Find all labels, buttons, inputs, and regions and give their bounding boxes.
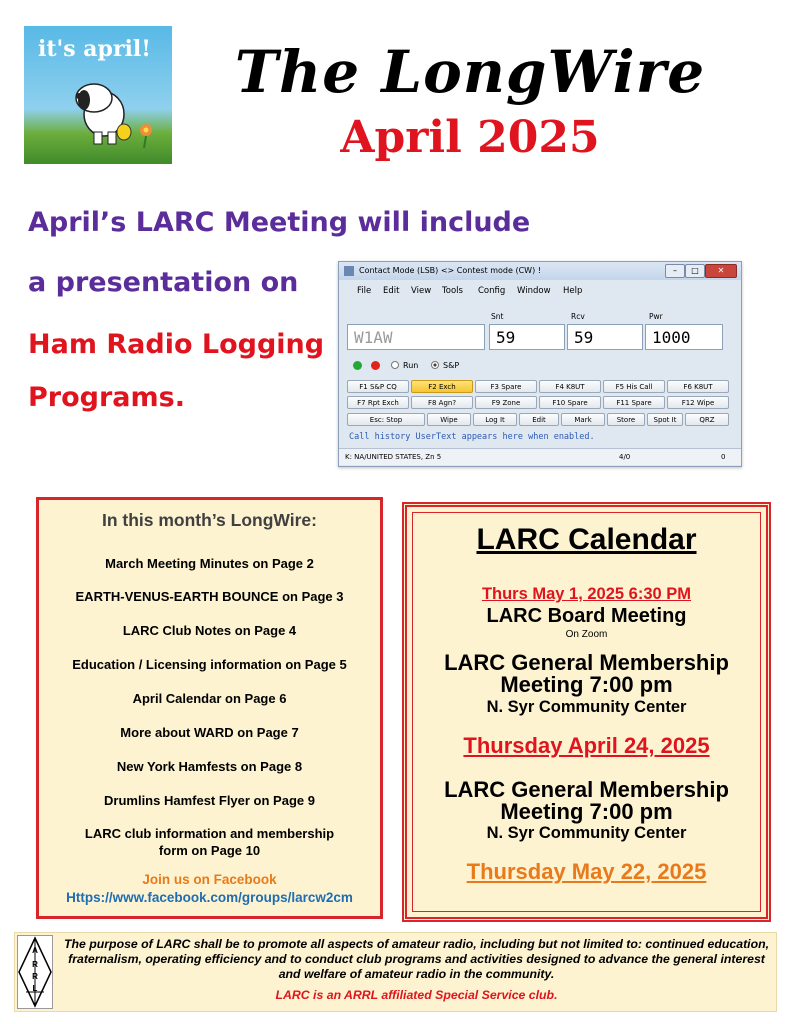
logger-title-bar xyxy=(339,262,741,280)
label-rcv: Rcv xyxy=(571,312,585,321)
snt-field: 59 xyxy=(489,324,565,350)
esc-stop-button: Esc: Stop xyxy=(347,413,425,426)
log-it-button: Log It xyxy=(473,413,517,426)
fkey-f4: F4 K8UT xyxy=(539,380,601,393)
menu-tools: Tools xyxy=(442,286,463,296)
arrl-letter: R xyxy=(32,960,38,969)
contents-item: April Calendar on Page 6 xyxy=(132,691,287,706)
run-radio-label: Run xyxy=(403,361,419,370)
status-count: 4/0 xyxy=(619,453,631,461)
event-date-3: Thursday May 22, 2025 xyxy=(466,859,707,884)
affiliation-statement: LARC is an ARRL affiliated Special Service club. xyxy=(275,988,558,1002)
rcv-field: 59 xyxy=(567,324,643,350)
logger-status-bar xyxy=(339,448,741,465)
contents-item: March Meeting Minutes on Page 2 xyxy=(105,556,314,571)
event-2-line-2: Meeting 7:00 pm xyxy=(500,672,673,697)
spot-it-button: Spot It xyxy=(647,413,683,426)
arrl-letter: L xyxy=(32,984,38,993)
edit-button: Edit xyxy=(519,413,559,426)
contents-item: Drumlins Hamfest Flyer on Page 9 xyxy=(104,793,315,808)
logger-window-title: Contact Mode (LSB) <> Contest mode (CW) ! xyxy=(359,266,541,275)
logger-screenshot xyxy=(338,261,742,467)
wipe-button: Wipe xyxy=(427,413,471,426)
contents-item: EARTH-VENUS-EARTH BOUNCE on Page 3 xyxy=(75,589,344,604)
event-2-line-1: LARC General Membership xyxy=(444,650,729,675)
label-pwr: Pwr xyxy=(649,312,663,321)
maximize-icon: □ xyxy=(685,264,705,278)
intro-line-2: a presentation on xyxy=(28,267,299,298)
red-status-icon xyxy=(371,361,380,370)
store-button: Store xyxy=(607,413,645,426)
calendar-title: LARC Calendar xyxy=(476,523,697,556)
logger-menu-bar xyxy=(339,284,741,298)
intro-line-1: April’s LARC Meeting will include xyxy=(28,207,531,238)
arrl-logo xyxy=(17,935,53,1009)
menu-help: Help xyxy=(563,286,583,296)
calendar-box xyxy=(402,502,771,922)
app-icon xyxy=(344,266,354,276)
sp-radio xyxy=(431,361,439,369)
facebook-link[interactable]: Https://www.facebook.com/groups/larcw2cm xyxy=(66,890,353,905)
call-history-text: Call history UserText appears here when enabled. xyxy=(349,432,595,442)
fkey-f11: F11 Spare xyxy=(603,396,665,409)
close-icon: ✕ xyxy=(705,264,737,278)
contents-item: form on Page 10 xyxy=(158,843,261,858)
intro-line-3: Ham Radio Logging xyxy=(28,329,325,360)
fkey-f12: F12 Wipe xyxy=(667,396,729,409)
contents-item: LARC Club Notes on Page 4 xyxy=(122,623,297,638)
fkey-f6: F6 K8UT xyxy=(667,380,729,393)
event-note-1: On Zoom xyxy=(565,629,608,640)
event-name-1: LARC Board Meeting xyxy=(486,605,687,627)
sp-radio-label: S&P xyxy=(443,361,460,370)
contents-item: LARC club information and membership xyxy=(84,826,335,841)
menu-file: File xyxy=(357,286,372,296)
fkey-f5: F5 His Call xyxy=(603,380,665,393)
run-radio xyxy=(391,361,399,369)
minimize-icon: – xyxy=(665,264,685,278)
event-date-1: Thurs May 1, 2025 6:30 PM xyxy=(481,585,692,603)
issue-date: April 2025 xyxy=(340,112,600,163)
fkey-f7: F7 Rpt Exch xyxy=(347,396,409,409)
menu-edit: Edit xyxy=(383,286,400,296)
mark-button: Mark xyxy=(561,413,605,426)
facebook-label: Join us on Facebook xyxy=(142,872,277,887)
fkey-f10: F10 Spare xyxy=(539,396,601,409)
event-date-2: Thursday April 24, 2025 xyxy=(463,733,710,758)
event-name-2 xyxy=(407,652,766,696)
event-3-line-1: LARC General Membership xyxy=(444,777,729,802)
qrz-button: QRZ xyxy=(685,413,729,426)
call-field: W1AW xyxy=(347,324,485,350)
arrl-letter: A xyxy=(32,946,38,955)
menu-view: View xyxy=(411,286,432,296)
purpose-footer xyxy=(14,932,777,1012)
badge-text: it's april! xyxy=(38,36,151,62)
event-name-3 xyxy=(407,779,766,823)
fkey-f8: F8 Agn? xyxy=(411,396,473,409)
newsletter-title: The LongWire xyxy=(234,38,706,106)
status-country: K: NA/UNITED STATES, Zn 5 xyxy=(345,453,442,461)
snoopy-illustration xyxy=(24,26,172,164)
fkey-f1: F1 S&P CQ xyxy=(347,380,409,393)
contents-item: Education / Licensing information on Page 5 xyxy=(72,657,347,672)
event-location-2: N. Syr Community Center xyxy=(486,698,687,716)
fkey-f9: F9 Zone xyxy=(475,396,537,409)
purpose-statement: The purpose of LARC shall be to promote all aspects of amateur radio, including but not limited to: continued education, fraternalism, operating efficiency and to conduct club programs and activities designed to advance the general interest and welfare of amateur radio in the community. xyxy=(63,937,770,981)
label-snt: Snt xyxy=(491,312,504,321)
arrl-letter: R xyxy=(32,972,38,981)
green-status-icon xyxy=(353,361,362,370)
snoopy-april-image xyxy=(24,26,172,164)
contents-box xyxy=(36,497,383,919)
event-3-line-2: Meeting 7:00 pm xyxy=(500,799,673,824)
event-location-3: N. Syr Community Center xyxy=(486,824,687,842)
fkey-f3: F3 Spare xyxy=(475,380,537,393)
status-value: 0 xyxy=(721,453,726,461)
contents-item: More about WARD on Page 7 xyxy=(120,725,299,740)
contents-item: New York Hamfests on Page 8 xyxy=(116,759,303,774)
fkey-f2: F2 Exch xyxy=(411,380,473,393)
contents-heading: In this month’s LongWire: xyxy=(101,510,317,530)
pwr-field: 1000 xyxy=(645,324,723,350)
intro-line-4: Programs. xyxy=(28,382,185,413)
menu-window: Window xyxy=(517,286,551,296)
menu-config: Config xyxy=(478,286,506,296)
